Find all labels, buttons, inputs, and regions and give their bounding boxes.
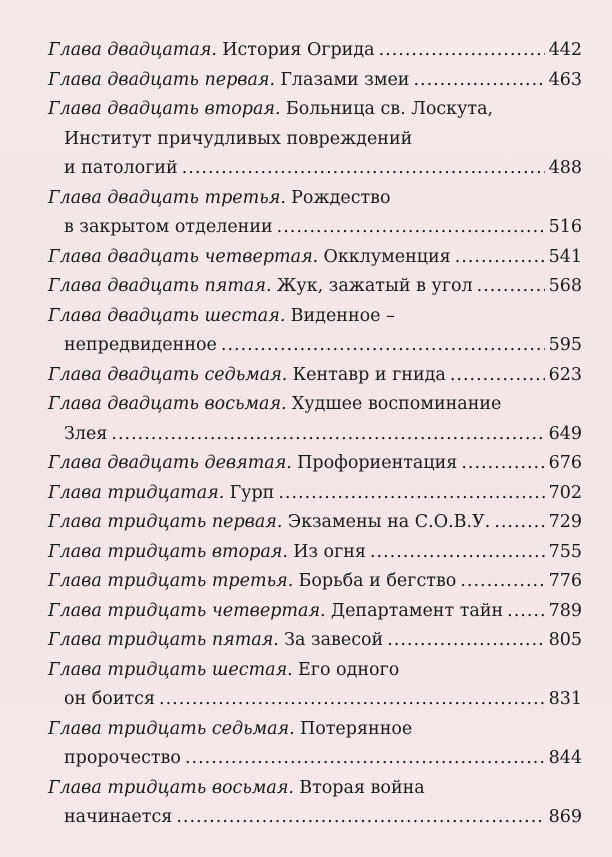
- chapter-label: Глава двадцать четвертая.: [48, 246, 319, 267]
- page-number: 776: [548, 571, 582, 591]
- chapter-label: Глава двадцать девятая.: [48, 453, 292, 473]
- dot-leader: [450, 361, 545, 391]
- dot-leader: [387, 626, 544, 656]
- chapter-label: Глава тридцать вторая.: [48, 541, 288, 562]
- toc-entry[interactable]: [48, 567, 582, 597]
- toc-entry[interactable]: [48, 538, 582, 568]
- toc-entry[interactable]: [48, 95, 582, 184]
- toc-line: [48, 66, 582, 96]
- toc-line: [48, 213, 582, 243]
- toc-entry[interactable]: [48, 656, 582, 715]
- chapter-title: Потерянное: [299, 718, 413, 739]
- page-number: 649: [548, 423, 582, 444]
- toc-line: [48, 184, 582, 214]
- dot-leader: [461, 449, 544, 479]
- toc-line: [48, 508, 582, 538]
- chapter-title: История Огрида: [222, 40, 375, 60]
- page-number: 623: [548, 364, 582, 385]
- chapter-title: Злея: [64, 423, 108, 444]
- dot-leader: [379, 36, 545, 66]
- chapter-label: Глава тридцать третья.: [48, 571, 294, 591]
- chapter-label: Глава тридцать четвертая.: [48, 600, 326, 621]
- dot-leader: [182, 154, 545, 184]
- page-number: 755: [548, 541, 582, 562]
- dot-leader: [176, 803, 544, 833]
- chapter-label: Глава двадцать вторая.: [48, 99, 281, 119]
- chapter-label: Глава двадцать восьмая.: [48, 394, 287, 414]
- chapter-title: Борьба и бегство: [298, 571, 457, 591]
- dot-leader: [507, 597, 544, 627]
- chapter-label: Глава двадцать шестая.: [48, 305, 286, 326]
- chapter-title: Из огня: [293, 541, 366, 562]
- chapter-title: Профориентация: [297, 453, 458, 473]
- toc-line: [48, 95, 582, 125]
- toc-line: [48, 302, 582, 332]
- toc-line: [48, 715, 582, 745]
- dot-leader: [111, 420, 544, 450]
- page-number: 463: [548, 69, 582, 90]
- dot-leader: [477, 272, 545, 302]
- toc-entry[interactable]: [48, 626, 582, 656]
- dot-leader: [455, 243, 545, 273]
- dot-leader: [277, 213, 545, 243]
- chapter-title: пророчество: [64, 748, 181, 768]
- toc-line: [48, 36, 582, 66]
- chapter-title: Гурп: [229, 482, 275, 503]
- toc-entry[interactable]: [48, 361, 582, 391]
- toc-entry[interactable]: [48, 479, 582, 509]
- toc-entry[interactable]: [48, 390, 582, 449]
- toc-entry[interactable]: [48, 272, 582, 302]
- toc-entry[interactable]: [48, 508, 582, 538]
- table-of-contents: [48, 36, 582, 833]
- toc-line: [48, 243, 582, 273]
- dot-leader: [413, 66, 544, 96]
- chapter-title: За завесой: [284, 630, 384, 650]
- page-number: 541: [548, 246, 582, 267]
- dot-leader: [185, 744, 545, 774]
- chapter-title: Худшее воспоминание: [291, 394, 502, 414]
- toc-line: [48, 272, 582, 302]
- chapter-title: Глазами змеи: [280, 69, 410, 90]
- page-number: 805: [548, 630, 582, 650]
- toc-entry[interactable]: [48, 449, 582, 479]
- chapter-title: Жук, зажатый в угол: [276, 276, 473, 296]
- dot-leader: [460, 567, 544, 597]
- chapter-title: Окклуменция: [323, 246, 451, 267]
- chapter-title: Его одного: [298, 659, 400, 680]
- toc-line: [48, 774, 582, 804]
- chapter-title: Виденное –: [290, 305, 395, 326]
- toc-line: [48, 626, 582, 656]
- page-number: 595: [548, 335, 582, 355]
- chapter-label: Глава тридцать шестая.: [48, 659, 293, 680]
- toc-line: [48, 744, 582, 774]
- toc-line: [48, 803, 582, 833]
- toc-line: [48, 597, 582, 627]
- dot-leader: [159, 685, 545, 715]
- chapter-title: в закрытом отделении: [64, 217, 273, 237]
- chapter-label: Глава двадцатая.: [48, 40, 217, 60]
- toc-entry[interactable]: [48, 715, 582, 774]
- toc-entry[interactable]: [48, 184, 582, 243]
- toc-line: [48, 538, 582, 568]
- page-number: 442: [548, 40, 582, 60]
- chapter-label: Глава тридцать седьмая.: [48, 718, 295, 739]
- chapter-title: начинается: [64, 807, 173, 827]
- page-number: 729: [548, 512, 582, 532]
- page-number: 869: [548, 807, 582, 827]
- chapter-label: Глава тридцать первая.: [48, 512, 283, 532]
- dot-leader: [370, 538, 545, 568]
- chapter-label: Глава двадцать седьмая.: [48, 364, 288, 385]
- toc-line: [48, 567, 582, 597]
- toc-entry[interactable]: [48, 36, 582, 66]
- chapter-label: Глава тридцать восьмая.: [48, 777, 294, 798]
- page-number: 789: [548, 600, 582, 621]
- toc-line: [48, 361, 582, 391]
- toc-line: [48, 420, 582, 450]
- dot-leader: [494, 508, 544, 538]
- toc-line: [48, 449, 582, 479]
- chapter-label: Глава двадцать первая.: [48, 69, 276, 90]
- dot-leader: [278, 479, 544, 509]
- page-number: 516: [548, 217, 582, 237]
- chapter-title: Больница св. Лоскута,: [285, 99, 494, 119]
- chapter-label: Глава тридцать пятая.: [48, 630, 279, 650]
- toc-entry[interactable]: [48, 597, 582, 627]
- toc-entry[interactable]: [48, 66, 582, 96]
- chapter-label: Глава тридцатая.: [48, 482, 225, 503]
- page-number: 568: [548, 276, 582, 296]
- chapter-title: Рождество: [291, 187, 391, 208]
- chapter-title: непредвиденное: [64, 335, 217, 355]
- page-number: 831: [548, 689, 582, 709]
- toc-line: [48, 479, 582, 509]
- chapter-label: Глава двадцать третья.: [48, 187, 286, 208]
- chapter-title: он боится: [64, 689, 156, 709]
- toc-entry[interactable]: [48, 243, 582, 273]
- toc-line: [48, 685, 582, 715]
- page-number: 844: [548, 748, 582, 768]
- chapter-title: Кентавр и гнида: [292, 364, 446, 385]
- chapter-title: Экзамены на С.О.В.У.: [287, 512, 491, 532]
- page-number: 676: [548, 453, 582, 473]
- chapter-title: Институт причудливых повреждений: [64, 128, 413, 149]
- toc-line: [48, 125, 582, 155]
- chapter-title: и патологий: [64, 158, 178, 178]
- chapter-label: Глава двадцать пятая.: [48, 276, 272, 296]
- toc-line: [48, 656, 582, 686]
- toc-line: [48, 154, 582, 184]
- page-number: 702: [548, 482, 582, 503]
- chapter-title: Вторая война: [299, 777, 425, 798]
- dot-leader: [221, 331, 545, 361]
- toc-line: [48, 331, 582, 361]
- page-number: 488: [548, 158, 582, 178]
- chapter-title: Департамент тайн: [330, 600, 504, 621]
- toc-entry[interactable]: [48, 774, 582, 833]
- toc-entry[interactable]: [48, 302, 582, 361]
- toc-line: [48, 390, 582, 420]
